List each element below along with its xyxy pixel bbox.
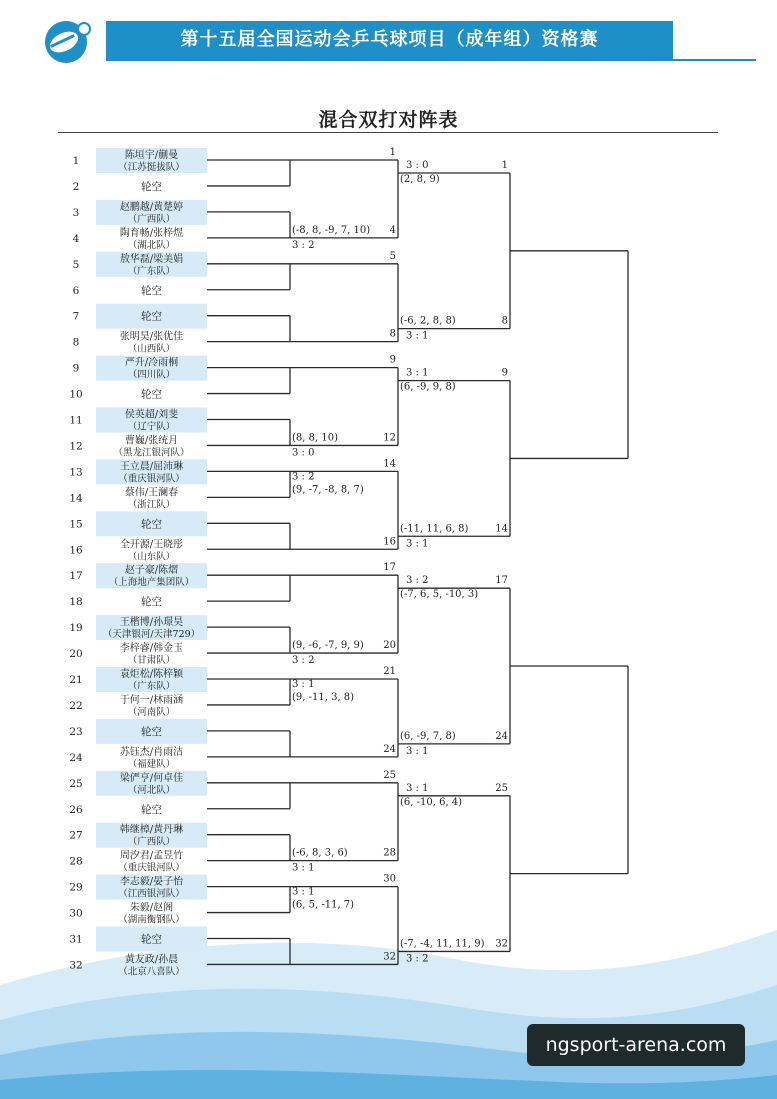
title-divider [58,132,718,133]
team-name: （重庆银河队） [118,473,185,485]
player-pair: 赵子豪/陈熠 [124,565,179,577]
player-pair: 周汐君/孟昱竹 [119,850,184,862]
r1-games: (6, 5, -11, 7) [292,899,355,911]
bye-label: 轮空 [141,284,162,297]
r1-winner-number: 30 [383,873,396,885]
player-pair: 韩继樟/黄丹琳 [119,824,184,836]
player-pair: 蔡伟/王澜春 [124,487,179,499]
player-pair: 李梓睿/韩金玉 [119,643,184,655]
r2-winner-number: 14 [495,523,508,535]
player-pair: 王立晨/屈沛琳 [119,461,184,473]
r1-winner-number: 32 [383,951,396,963]
table-tennis-logo-icon [40,18,96,64]
player-pair: 黄友政/孙晨 [124,954,179,966]
team-name: （河南队） [127,706,176,718]
team-name: （江西银河队） [118,888,185,900]
seed-number: 27 [69,829,83,842]
r2-score: 3 : 1 [406,782,429,794]
team-name: （辽宁队） [127,421,176,433]
r2-winner-number: 9 [501,367,508,379]
bye-label: 轮空 [141,933,162,946]
team-name: （广东队） [127,265,176,277]
site-watermark: ngsport-arena.com [527,1024,745,1066]
seed-number: 28 [69,855,83,868]
seed-number: 1 [72,155,80,167]
r2-games: (6, -10, 6, 4) [400,796,463,808]
seed-number: 8 [72,336,80,349]
r2-games: (6, -9, 9, 8) [400,381,456,393]
team-name: （重庆银河队） [118,862,185,874]
r1-games: (-6, 8, 3, 6) [292,847,348,859]
player-pair: 陶育畅/张梓煜 [119,227,184,239]
r1-winner-number: 12 [383,432,396,444]
seed-number: 16 [69,544,83,557]
team-name: （湖北队） [127,239,176,251]
player-pair: 袁炬松/陈梓颖 [119,669,184,680]
r2-games: (2, 8, 9) [400,174,440,185]
seed-number: 11 [69,414,83,427]
r1-score: 3 : 1 [292,679,315,690]
r2-games: (-6, 2, 8, 8) [400,315,456,327]
team-name: （甘肃队） [127,655,176,667]
seed-number: 2 [72,180,80,193]
r1-winner-number: 5 [389,250,396,262]
page-header [40,18,740,68]
team-name: （广西队） [127,836,176,848]
team-name: （黑龙江银河队） [113,447,190,459]
r2-winner-number: 17 [495,575,508,587]
r2-winner-number: 1 [501,160,508,171]
seed-number: 32 [69,959,83,972]
seed-number: 31 [69,933,83,946]
r2-score: 3 : 1 [406,538,429,550]
r1-winner-number: 17 [383,562,396,574]
seed-number: 4 [72,232,80,245]
bye-label: 轮空 [141,388,162,401]
r2-score: 3 : 2 [406,575,429,587]
r1-winner-number: 16 [383,536,396,548]
r1-score: 3 : 2 [292,655,315,667]
seed-number: 14 [69,492,83,505]
team-name: （浙江队） [127,499,176,511]
seed-number: 20 [69,648,83,661]
player-pair: 梁俨亨/何卓佳 [119,772,184,784]
player-pair: 陈垣宇/蒯曼 [124,150,179,161]
r1-winner-number: 4 [389,224,396,236]
seed-number: 9 [72,362,80,375]
team-name: （北京八喜队） [118,966,185,978]
seed-number: 3 [72,206,80,219]
r2-score: 3 : 0 [406,160,429,171]
player-pair: 严升/冷雨桐 [124,357,179,369]
r2-score: 3 : 1 [406,745,429,757]
r1-score: 3 : 1 [292,862,315,874]
r1-games: (9, -7, -8, 8, 7) [292,484,364,496]
player-pair: 侯英超/刘斐 [124,409,179,421]
seed-number: 24 [69,751,83,764]
team-name: （山西队） [127,343,176,355]
seed-number: 15 [69,518,83,531]
r1-games: (8, 8, 10) [292,432,338,444]
page-title: 混合双打对阵表 [318,109,459,131]
seed-number: 23 [69,725,83,738]
r1-games: (-8, 8, -9, 7, 10) [292,224,371,236]
r2-games: (-11, 11, 6, 8) [400,523,469,535]
bye-label: 轮空 [141,180,162,193]
seed-number: 5 [72,258,80,271]
r1-games: (9, -11, 3, 8) [292,692,355,703]
team-name: （四川队） [127,369,176,381]
seed-number: 29 [69,881,83,894]
r1-winner-number: 24 [383,743,396,755]
bye-label: 轮空 [141,596,162,609]
event-banner: 第十五届全国运动会乒乓球项目（成年组）资格赛 [106,21,673,59]
r2-score: 3 : 2 [406,953,429,965]
player-pair: 曹巍/张统月 [124,435,179,447]
bye-label: 轮空 [141,310,162,323]
r1-winner-number: 1 [389,147,396,158]
r1-winner-number: 20 [383,640,396,652]
r2-score: 3 : 1 [406,330,429,342]
seed-number: 22 [69,699,83,712]
r2-winner-number: 24 [495,730,508,742]
r1-score: 3 : 2 [292,471,315,483]
seed-number: 13 [69,466,83,479]
r2-games: (6, -9, 7, 8) [400,730,456,742]
player-pair: 全开源/王晓彤 [119,539,184,551]
team-name: （湖南衡钢队） [118,914,185,926]
r1-winner-number: 21 [383,666,396,677]
bye-label: 轮空 [141,725,162,738]
player-pair: 赵鹏越/黄楚婷 [119,201,184,213]
seed-number: 6 [72,284,80,297]
r1-winner-number: 14 [383,458,396,470]
r2-winner-number: 8 [501,315,508,327]
team-name: （江苏挺拔队） [118,162,185,173]
seed-number: 30 [69,907,83,920]
r1-winner-number: 9 [389,354,396,366]
r2-winner-number: 32 [495,938,508,950]
seed-number: 25 [69,777,83,790]
seed-number: 7 [72,310,80,323]
r2-winner-number: 25 [495,782,508,794]
r1-score: 3 : 0 [292,447,315,459]
player-pair: 苏钰杰/肖雨洁 [119,746,184,758]
bye-label: 轮空 [141,518,162,531]
player-pair: 朱毅/赵阁 [129,902,174,914]
team-name: （福建队） [127,758,176,770]
team-name: （山东队） [127,551,176,563]
seed-number: 12 [69,440,83,453]
r1-score: 3 : 1 [292,886,315,898]
player-pair: 于何一/林雨涵 [119,694,184,706]
bye-label: 轮空 [141,803,162,816]
r1-winner-number: 8 [389,328,396,340]
r2-games: (-7, -4, 11, 11, 9) [400,938,485,950]
seed-number: 18 [69,596,83,609]
seed-number: 10 [69,388,83,401]
team-name: （天津银河/天津729） [102,629,201,641]
seed-number: 26 [69,803,83,816]
team-name: （河北队） [127,784,176,796]
seed-number: 17 [69,570,83,583]
r1-score: 3 : 2 [292,239,315,251]
team-name: （广西队） [127,213,176,225]
player-pair: 敖华磊/梁美娟 [119,253,184,265]
player-pair: 张明昊/张优佳 [119,331,184,343]
r1-games: (9, -6, -7, 9, 9) [292,640,364,652]
team-name: （上海地产集团队） [108,577,195,589]
player-pair: 王楷博/孙璟昊 [119,617,184,629]
player-pair: 李志毅/晏子怡 [119,876,184,888]
r2-score: 3 : 1 [406,367,429,379]
r1-winner-number: 25 [383,769,396,781]
team-name: （广东队） [127,681,176,692]
seed-number: 19 [69,622,83,635]
seed-number: 21 [69,674,83,686]
r2-games: (-7, 6, 5, -10, 3) [400,589,479,601]
banner-underline [106,59,756,61]
r1-winner-number: 28 [383,847,396,859]
